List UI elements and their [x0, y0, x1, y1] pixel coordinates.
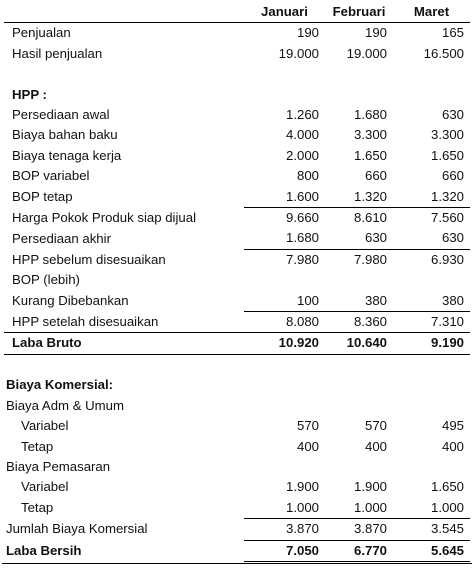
spacer-row	[4, 64, 470, 84]
value-januari: 570	[296, 418, 319, 434]
table-row	[4, 477, 470, 497]
value-januari: 100	[244, 291, 325, 312]
value-maret: 1.000	[393, 498, 470, 519]
row-label: Hasil penjualan	[12, 45, 103, 61]
subtotal-row	[4, 249, 470, 270]
header-row	[4, 2, 470, 23]
value-januari: 8.080	[244, 312, 325, 333]
value-februari: 190	[364, 25, 387, 41]
value-februari: 570	[364, 418, 387, 434]
value-januari: 800	[296, 168, 319, 184]
value-januari: 7.980	[285, 251, 319, 267]
value-januari: 1.900	[285, 479, 319, 495]
value-maret: 7.560	[430, 210, 464, 226]
value-februari: 380	[325, 291, 393, 312]
value-februari: 660	[364, 168, 387, 184]
value-maret: 16.500	[423, 45, 464, 61]
row-label: Variabel	[21, 418, 69, 434]
table-row	[4, 396, 470, 416]
table-row	[4, 23, 470, 44]
subtotal-row	[4, 519, 470, 540]
value-maret: 1.650	[430, 479, 464, 495]
row-label: Biaya Pemasaran	[6, 458, 111, 474]
row-label: Persediaan awal	[12, 107, 110, 123]
value-januari: 1.260	[285, 107, 319, 123]
value-februari: 1.650	[353, 147, 387, 163]
value-maret: 1.650	[430, 147, 464, 163]
row-label: Penjualan	[12, 25, 71, 41]
row-label: Kurang Dibebankan	[12, 292, 129, 308]
value-februari: 6.770	[325, 540, 393, 561]
value-januari: 2.000	[285, 147, 319, 163]
value-maret: 660	[441, 168, 464, 184]
value-februari: 1.680	[353, 107, 387, 123]
value-maret: 165	[441, 25, 464, 41]
row-label: Tetap	[21, 438, 54, 454]
value-februari: 8.360	[325, 312, 393, 333]
value-maret: 495	[441, 418, 464, 434]
value-februari: 1.000	[325, 498, 393, 519]
value-januari: 19.000	[278, 45, 319, 61]
row-label: Persediaan akhir	[12, 230, 111, 246]
value-maret: 3.545	[393, 519, 470, 540]
header-februari: Februari	[325, 2, 393, 23]
row-label: Jumlah Biaya Komersial	[6, 521, 148, 537]
value-januari: 9.660	[285, 210, 319, 226]
row-label: Tetap	[21, 499, 54, 515]
value-januari: 1.600	[244, 187, 325, 208]
row-label: Harga Pokok Produk siap dijual	[12, 209, 196, 225]
section-heading-hpp: HPP :	[12, 86, 47, 102]
row-label: Biaya Adm & Umum	[6, 397, 124, 413]
value-januari: 400	[296, 438, 319, 454]
table-row	[4, 44, 470, 64]
row-label: BOP (lebih)	[12, 272, 80, 288]
table-row	[4, 166, 470, 186]
value-maret: 5.645	[393, 540, 470, 561]
value-februari: 8.610	[353, 210, 387, 226]
spacer-row	[4, 354, 470, 375]
bottom-rule	[2, 563, 472, 564]
value-februari: 1.900	[353, 479, 387, 495]
value-februari: 3.300	[353, 127, 387, 143]
value-februari: 1.320	[325, 187, 393, 208]
value-maret: 9.190	[393, 333, 470, 354]
value-februari: 7.980	[353, 251, 387, 267]
subtotal-row	[4, 208, 470, 229]
section-heading-row	[4, 375, 470, 395]
value-februari: 630	[325, 228, 393, 249]
section-heading-biaya-komersial: Biaya Komersial:	[6, 377, 114, 393]
row-label: HPP setelah disesuaikan	[4, 312, 244, 333]
value-maret: 630	[393, 228, 470, 249]
section-heading-row	[4, 85, 470, 105]
income-statement-table	[4, 2, 470, 562]
value-maret: 7.310	[393, 312, 470, 333]
header-label	[4, 2, 244, 23]
value-februari: 19.000	[346, 45, 387, 61]
row-label: Biaya tenaga kerja	[12, 147, 122, 163]
value-januari: 190	[296, 25, 319, 41]
table-row	[4, 457, 470, 477]
value-februari: 10.640	[325, 333, 393, 354]
row-label: Laba Bruto	[4, 333, 244, 354]
value-maret: 1.320	[393, 187, 470, 208]
value-januari: 10.920	[244, 333, 325, 354]
subtotal-row	[4, 312, 470, 333]
value-maret: 400	[441, 438, 464, 454]
row-label: Laba Bersih	[6, 542, 82, 558]
value-maret: 630	[441, 107, 464, 123]
row-label: Variabel	[21, 479, 69, 495]
value-januari: 3.870	[244, 519, 325, 540]
header-januari: Januari	[244, 2, 325, 23]
table-row	[4, 105, 470, 125]
value-januari: 1.000	[244, 498, 325, 519]
table-row	[4, 437, 470, 457]
value-maret: 6.930	[430, 251, 464, 267]
row-label: BOP variabel	[12, 168, 90, 184]
value-januari: 7.050	[244, 540, 325, 561]
table-row	[4, 146, 470, 166]
header-maret: Maret	[393, 2, 470, 23]
table-row	[4, 187, 470, 208]
value-februari: 3.870	[325, 519, 393, 540]
table-row	[4, 416, 470, 436]
total-row	[4, 333, 470, 354]
value-januari: 4.000	[285, 127, 319, 143]
value-maret: 3.300	[430, 127, 464, 143]
value-februari: 400	[364, 438, 387, 454]
total-row	[4, 540, 470, 561]
row-label: Biaya bahan baku	[12, 127, 118, 143]
table-row	[4, 270, 470, 290]
table-row	[4, 125, 470, 145]
table-row	[4, 291, 470, 312]
row-label: HPP sebelum disesuaikan	[12, 251, 166, 267]
table-row	[4, 228, 470, 249]
value-januari: 1.680	[244, 228, 325, 249]
table-row	[4, 498, 470, 519]
row-label: BOP tetap	[12, 188, 73, 204]
value-maret: 380	[393, 291, 470, 312]
